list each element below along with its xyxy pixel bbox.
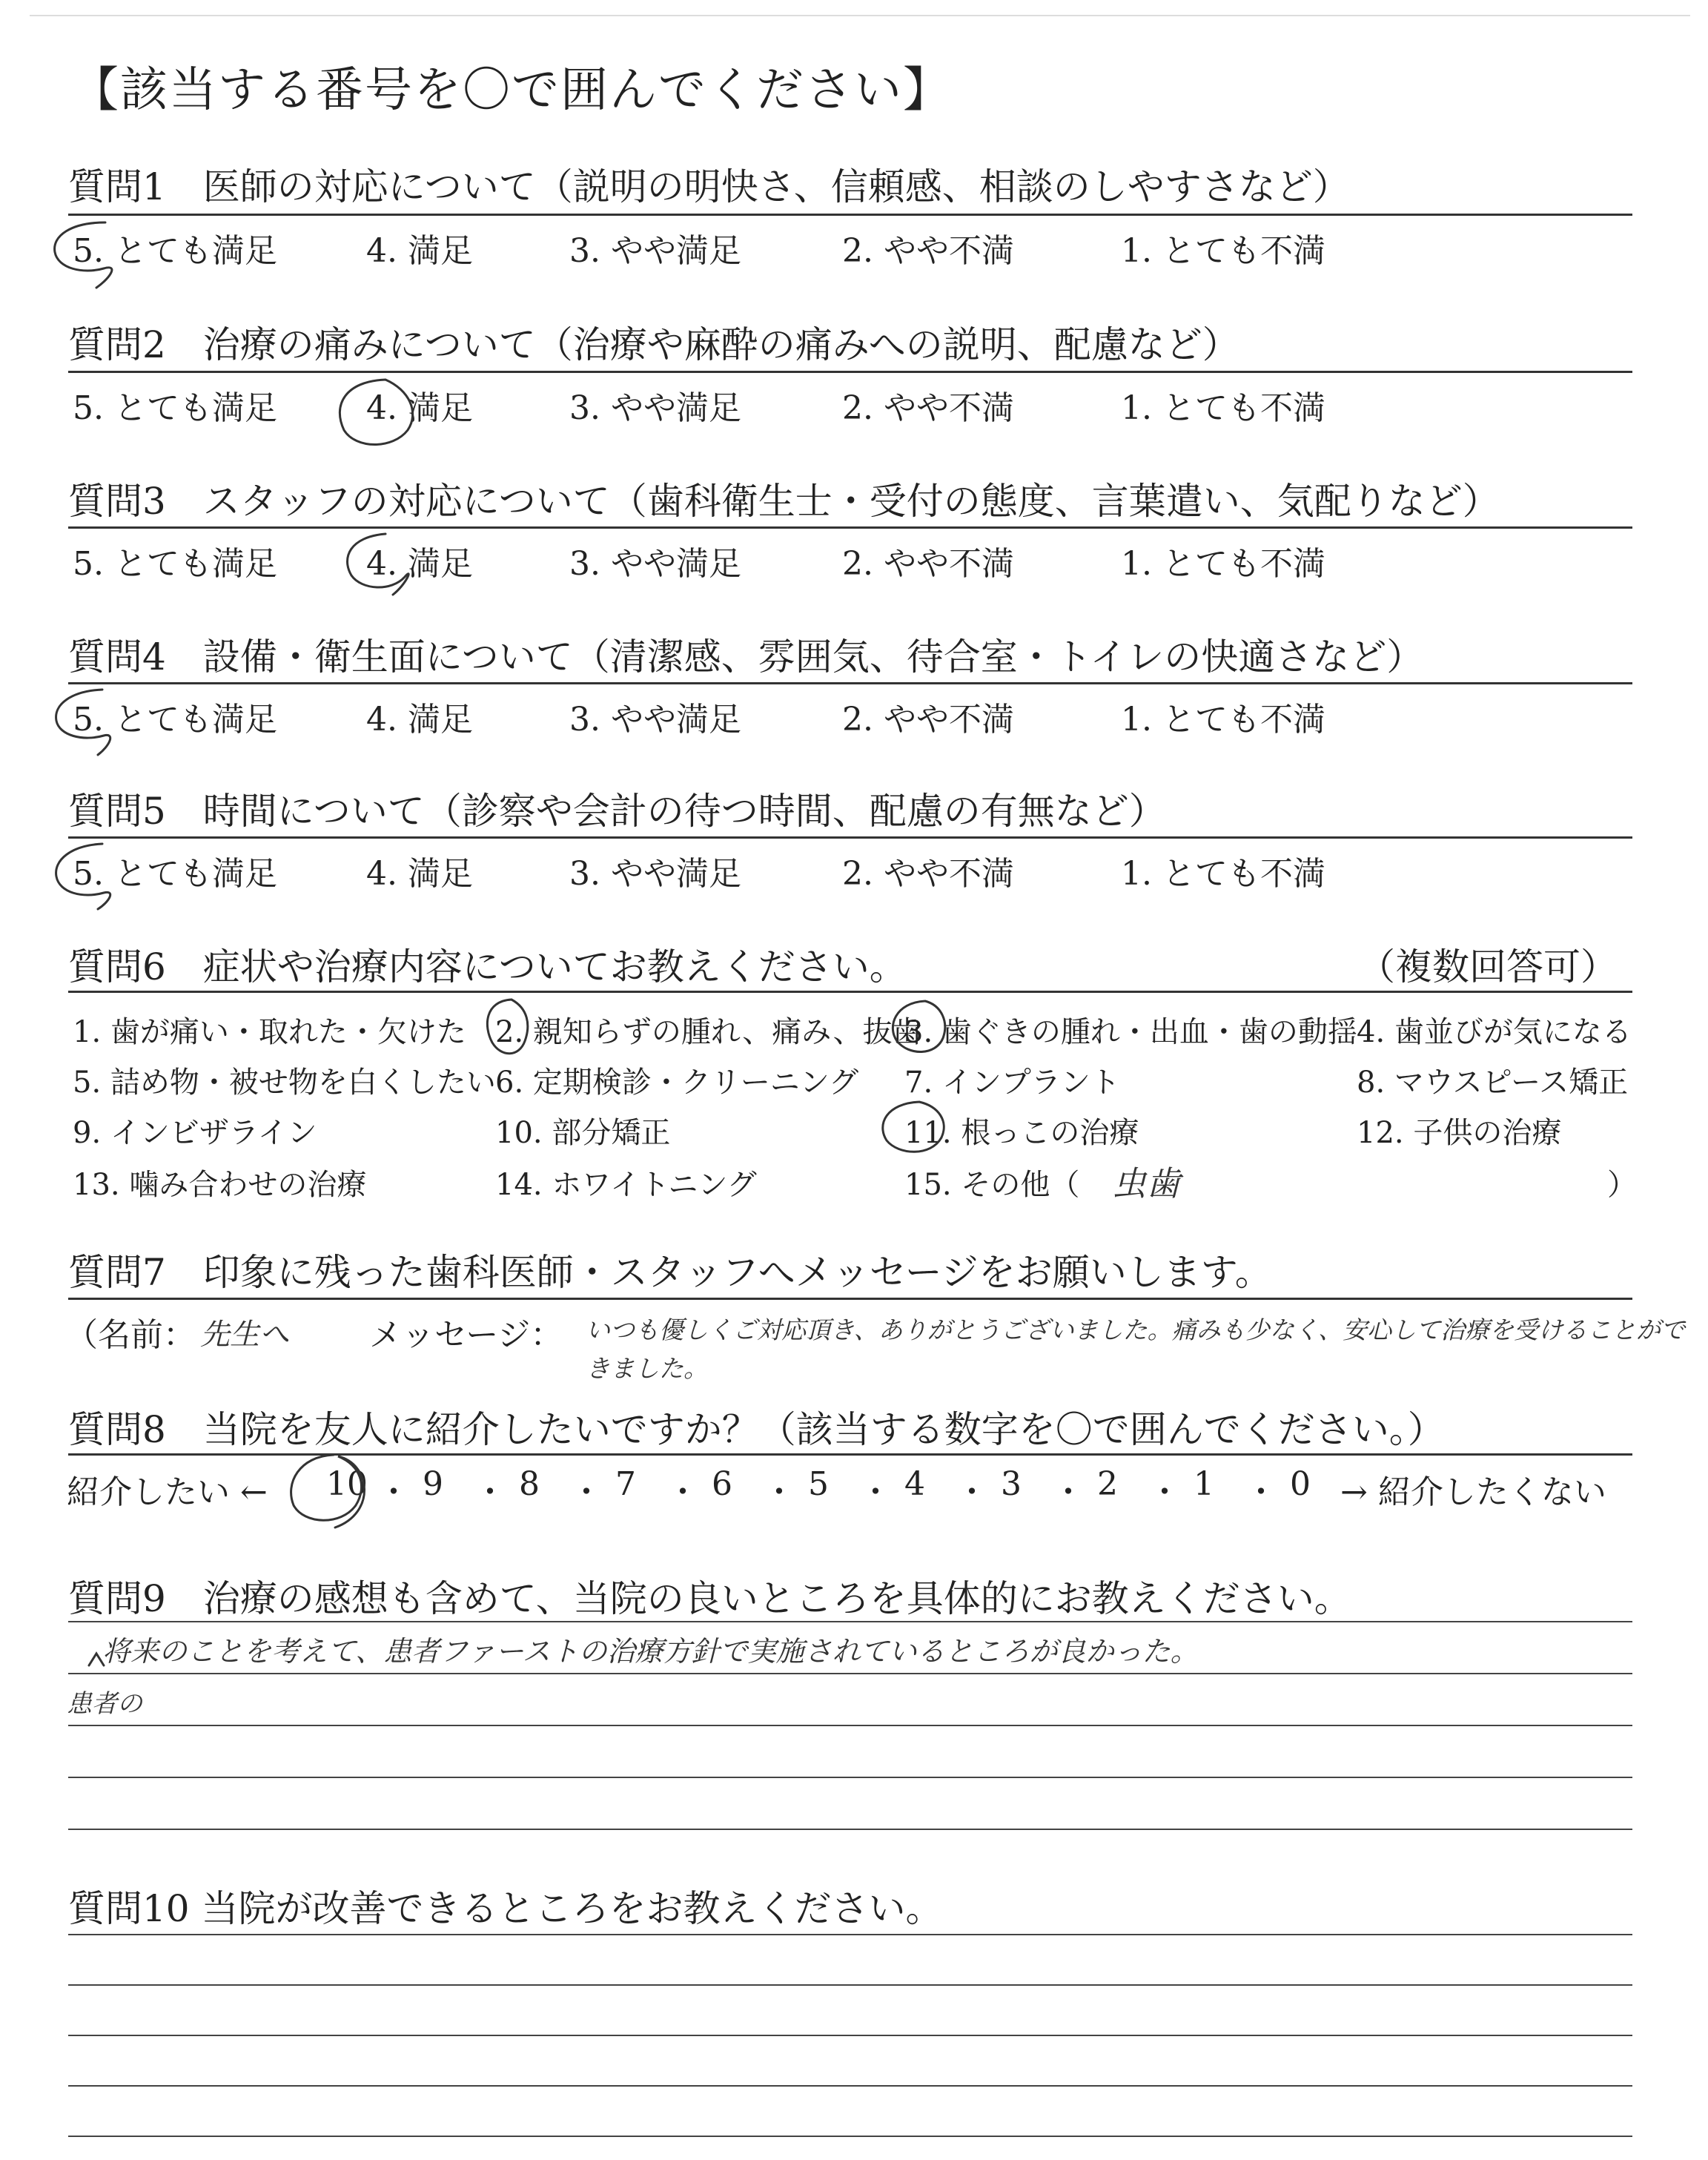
q3-option-3[interactable]: 3. やや満足: [569, 545, 741, 583]
q3-option-4[interactable]: 4. 満足: [366, 545, 473, 583]
q4-option-2[interactable]: 2. やや不満: [842, 701, 1014, 739]
q9-insert-note: 患者の: [67, 1689, 142, 1719]
q1-title: 質問1 医師の対応について（説明の明快さ、信頼感、相談のしやすさなど）: [68, 165, 1350, 208]
q6-circle-2: [487, 1000, 527, 1054]
q1-option-5[interactable]: 5. とても満足: [73, 232, 277, 270]
q8-separator: ・: [859, 1473, 892, 1511]
q2-title: 質問2 治療の痛みについて（治療や麻酔の痛みへの説明、配慮など）: [68, 323, 1239, 366]
q6-option-13[interactable]: 13. 噛み合わせの治療: [73, 1168, 367, 1202]
q8-score-5[interactable]: 5: [808, 1465, 829, 1503]
q3-circle: [348, 534, 409, 595]
q4-circle: [56, 690, 110, 755]
q6-option-12[interactable]: 12. 子供の治療: [1357, 1116, 1562, 1150]
q8-score-8[interactable]: 8: [519, 1465, 540, 1503]
q8-score-6[interactable]: 6: [712, 1465, 732, 1503]
q8-separator: ・: [666, 1473, 699, 1511]
q8-circle-10: [291, 1455, 365, 1527]
q1-option-2[interactable]: 2. やや不満: [842, 232, 1014, 270]
q4-option-4[interactable]: 4. 満足: [366, 701, 473, 739]
q8-score-0[interactable]: 0: [1290, 1465, 1311, 1503]
q7-name-value[interactable]: 先生へ: [200, 1318, 289, 1352]
q6-option-10[interactable]: 10. 部分矯正: [495, 1116, 671, 1150]
q4-title: 質問4 設備・衛生面について（清潔感、雰囲気、待合室・トイレの快適さなど）: [68, 635, 1424, 678]
q1-circle: [55, 222, 112, 288]
q6-other-close-paren: ）: [1607, 1168, 1637, 1202]
q5-option-5[interactable]: 5. とても満足: [73, 855, 277, 893]
q6-option-4[interactable]: 4. 歯並びが気になる: [1357, 1015, 1632, 1049]
q1-option-1[interactable]: 1. とても不満: [1121, 232, 1325, 270]
q3-option-5[interactable]: 5. とても満足: [73, 545, 277, 583]
q6-note: （複数回答可）: [1358, 945, 1618, 988]
q8-score-9[interactable]: 9: [423, 1465, 443, 1503]
q3-title: 質問3 スタッフの対応について（歯科衛生士・受付の態度、言葉遣い、気配りなど）: [68, 480, 1500, 523]
q7-name-label: （名前：: [65, 1316, 196, 1354]
q2-option-5[interactable]: 5. とても満足: [73, 389, 277, 427]
q2-option-1[interactable]: 1. とても不満: [1121, 389, 1325, 427]
q8-score-10[interactable]: 10: [326, 1465, 368, 1503]
q2-option-2[interactable]: 2. やや不満: [842, 389, 1014, 427]
q2-option-3[interactable]: 3. やや満足: [569, 389, 741, 427]
q8-score-2[interactable]: 2: [1097, 1465, 1118, 1503]
q9-title: 質問9 治療の感想も含めて、当院の良いところを具体的にお教えください。: [68, 1577, 1351, 1620]
q1-option-4[interactable]: 4. 満足: [366, 232, 473, 270]
q6-option-3[interactable]: 3. 歯ぐきの腫れ・出血・歯の動揺: [904, 1015, 1357, 1049]
q8-score-1[interactable]: 1: [1194, 1465, 1214, 1503]
q6-option-9[interactable]: 9. インビザライン: [73, 1116, 317, 1150]
q6-option-7[interactable]: 7. インプラント: [904, 1066, 1120, 1100]
q10-title: 質問10 当院が改善できるところをお教えください。: [68, 1887, 943, 1930]
q8-separator: ・: [1148, 1473, 1181, 1511]
page-title: 【該当する番号を〇で囲んでください】: [71, 63, 952, 118]
q6-option-6[interactable]: 6. 定期検診・クリーニング: [495, 1066, 859, 1100]
q6-circle-11: [883, 1102, 944, 1152]
q9-answer[interactable]: 将来のことを考えて、患者ファーストの治療方針で実施されているところが良かった。: [102, 1635, 1199, 1668]
q1-option-3[interactable]: 3. やや満足: [569, 232, 741, 270]
q8-score-4[interactable]: 4: [904, 1465, 925, 1503]
q5-option-3[interactable]: 3. やや満足: [569, 855, 741, 893]
q5-title: 質問5 時間について（診察や会計の待つ時間、配慮の有無など）: [68, 790, 1166, 833]
q6-other-handwritten: 虫歯: [1112, 1163, 1180, 1203]
q2-option-4[interactable]: 4. 満足: [366, 389, 473, 427]
q6-option-14[interactable]: 14. ホワイトニング: [495, 1168, 757, 1202]
q6-option-11[interactable]: 11. 根っこの治療: [904, 1116, 1139, 1150]
q8-separator: ・: [1052, 1473, 1085, 1511]
q8-title: 質問8 当院を友人に紹介したいですか？（該当する数字を〇で囲んでください。）: [68, 1408, 1445, 1451]
q6-option-1[interactable]: 1. 歯が痛い・取れた・欠けた: [73, 1015, 466, 1049]
q6-option-2[interactable]: 2. 親知らずの腫れ、痛み、抜歯: [495, 1015, 922, 1049]
q9-insert-caret: [89, 1654, 104, 1665]
q6-option-8[interactable]: 8. マウスピース矯正: [1357, 1066, 1629, 1100]
q5-option-1[interactable]: 1. とても不満: [1121, 855, 1325, 893]
q8-right-label: → 紹介したくない: [1340, 1473, 1606, 1511]
q4-option-5[interactable]: 5. とても満足: [73, 701, 277, 739]
q8-separator: ・: [1245, 1473, 1277, 1511]
q6-title: 質問6 症状や治療内容についてお教えください。: [68, 945, 907, 988]
q5-option-4[interactable]: 4. 満足: [366, 855, 473, 893]
q5-circle: [56, 844, 110, 909]
q8-separator: ・: [763, 1473, 795, 1511]
q6-option-15[interactable]: 15. その他（: [904, 1168, 1080, 1202]
q8-separator: ・: [377, 1473, 410, 1511]
q8-separator: ・: [474, 1473, 506, 1511]
q8-separator: ・: [570, 1473, 603, 1511]
q3-option-2[interactable]: 2. やや不満: [842, 545, 1014, 583]
q5-option-2[interactable]: 2. やや不満: [842, 855, 1014, 893]
q7-title: 質問7 印象に残った歯科医師・スタッフへメッセージをお願いします。: [68, 1251, 1272, 1294]
q4-option-3[interactable]: 3. やや満足: [569, 701, 741, 739]
q3-option-1[interactable]: 1. とても不満: [1121, 545, 1325, 583]
q8-score-7[interactable]: 7: [615, 1465, 636, 1503]
q6-circle-3: [893, 1001, 944, 1052]
q7-message-value[interactable]: いつも優しくご対応頂き、ありがとうございました。痛みも少なく、安心して治療を受けることができました。: [586, 1315, 1686, 1383]
q6-option-5[interactable]: 5. 詰め物・被せ物を白くしたい: [73, 1066, 496, 1100]
q8-left-label: 紹介したい ←: [67, 1473, 268, 1511]
q8-score-3[interactable]: 3: [1001, 1465, 1022, 1503]
q4-option-1[interactable]: 1. とても不満: [1121, 701, 1325, 739]
q7-message-label: メッセージ：: [369, 1316, 563, 1354]
q8-separator: ・: [956, 1473, 988, 1511]
q2-circle: [340, 380, 412, 445]
